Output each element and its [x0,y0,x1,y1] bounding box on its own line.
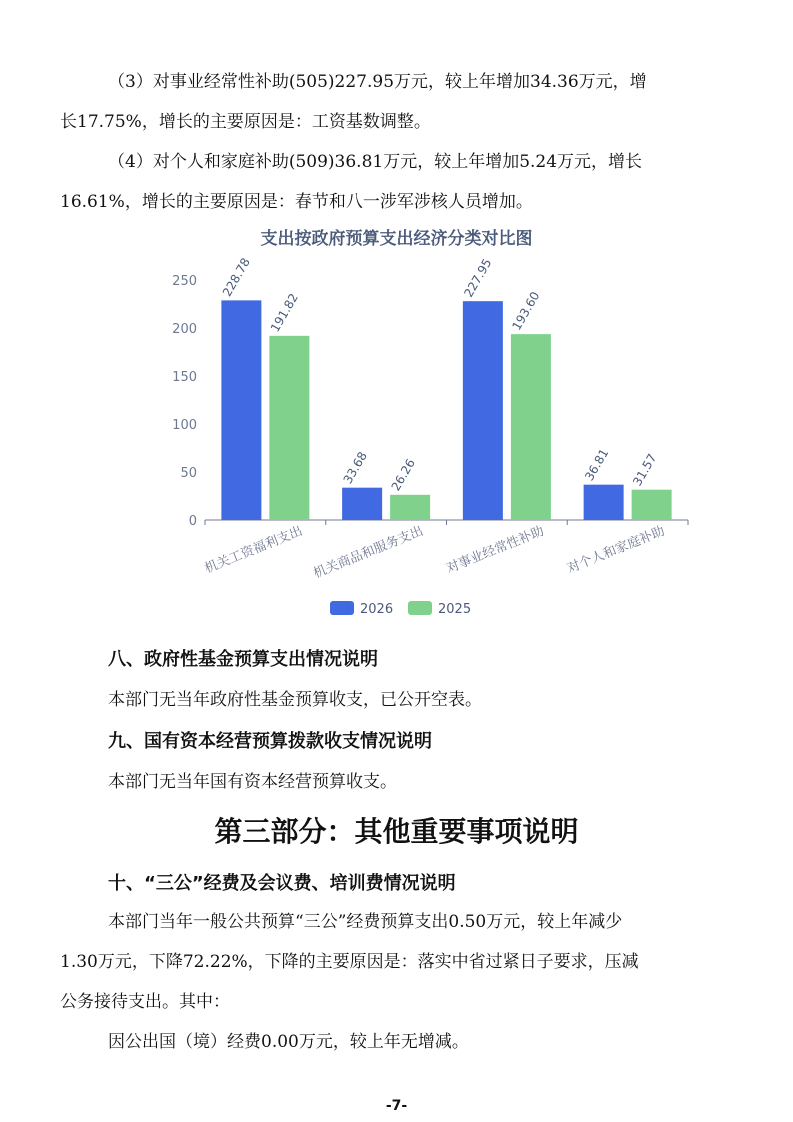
paragraph-4-line-1: （4）对个人和家庭补助(509)36.81万元，较上年增加5.24万元，增长 [108,152,643,172]
y-tick-label: 0 [188,514,197,529]
bar-2026 [463,301,503,520]
legend-label: 2026 [360,602,394,617]
section-10-line-2: 1.30万元，下降72.22%，下降的主要原因是：落实中省过紧日子要求，压减 [60,952,639,972]
bar-chart [140,220,700,630]
paragraph-4-line-2: 16.61%，增长的主要原因是：春节和八一涉军涉核人员增加。 [60,192,533,212]
bar-2025 [390,495,430,520]
part-3-title: 第三部分：其他重要事项说明 [214,815,579,848]
section-8-text: 本部门无当年政府性基金预算收支，已公开空表。 [108,690,482,710]
bar-2025 [632,490,672,520]
data-label: 33.68 [340,449,370,487]
legend-swatch-2025 [408,601,432,615]
x-category-label: 机关商品和服务支出 [311,523,426,582]
data-label: 36.81 [582,446,612,484]
x-category-label: 机关工资福利支出 [202,523,305,577]
legend-swatch-2026 [330,601,354,615]
paragraph-3-line-1: （3）对事业经常性补助(505)227.95万元，较上年增加34.36万元，增 [108,72,647,92]
y-tick-label: 100 [172,418,197,433]
y-tick-label: 250 [172,274,197,289]
section-10-line-1: 本部门当年一般公共预算“三公”经费预算支出0.50万元，较上年减少 [108,912,623,932]
data-label: 26.26 [388,456,418,494]
section-9-heading: 九、国有资本经营预算拨款收支情况说明 [108,731,432,752]
section-8-heading: 八、政府性基金预算支出情况说明 [108,649,378,670]
page-number: -7- [385,1098,408,1114]
bar-2026 [221,300,261,520]
legend-label: 2025 [438,602,472,617]
x-category-label: 对事业经常性补助 [444,523,547,577]
x-category-label: 对个人和家庭补助 [565,523,668,577]
bar-2025 [511,334,551,520]
data-label: 191.82 [267,290,301,335]
data-label: 193.60 [509,289,543,333]
data-label: 227.95 [461,256,495,300]
y-tick-label: 200 [172,322,197,337]
bar-2025 [269,336,309,520]
paragraph-3-line-2: 长17.75%，增长的主要原因是：工资基数调整。 [60,112,431,132]
section-10-line-4: 因公出国（境）经费0.00万元，较上年无增减。 [108,1032,469,1052]
section-10-heading: 十、“三公”经费及会议费、培训费情况说明 [108,873,456,894]
bar-2026 [342,488,382,520]
y-tick-label: 50 [180,466,197,481]
y-tick-label: 150 [172,370,197,385]
data-label: 228.78 [219,255,253,299]
section-9-text: 本部门无当年国有资本经营预算收支。 [108,772,397,792]
data-label: 31.57 [630,451,660,489]
chart-title: 支出按政府预算支出经济分类对比图 [260,229,533,249]
section-10-line-3: 公务接待支出。其中： [60,992,230,1012]
bar-2026 [584,485,624,520]
